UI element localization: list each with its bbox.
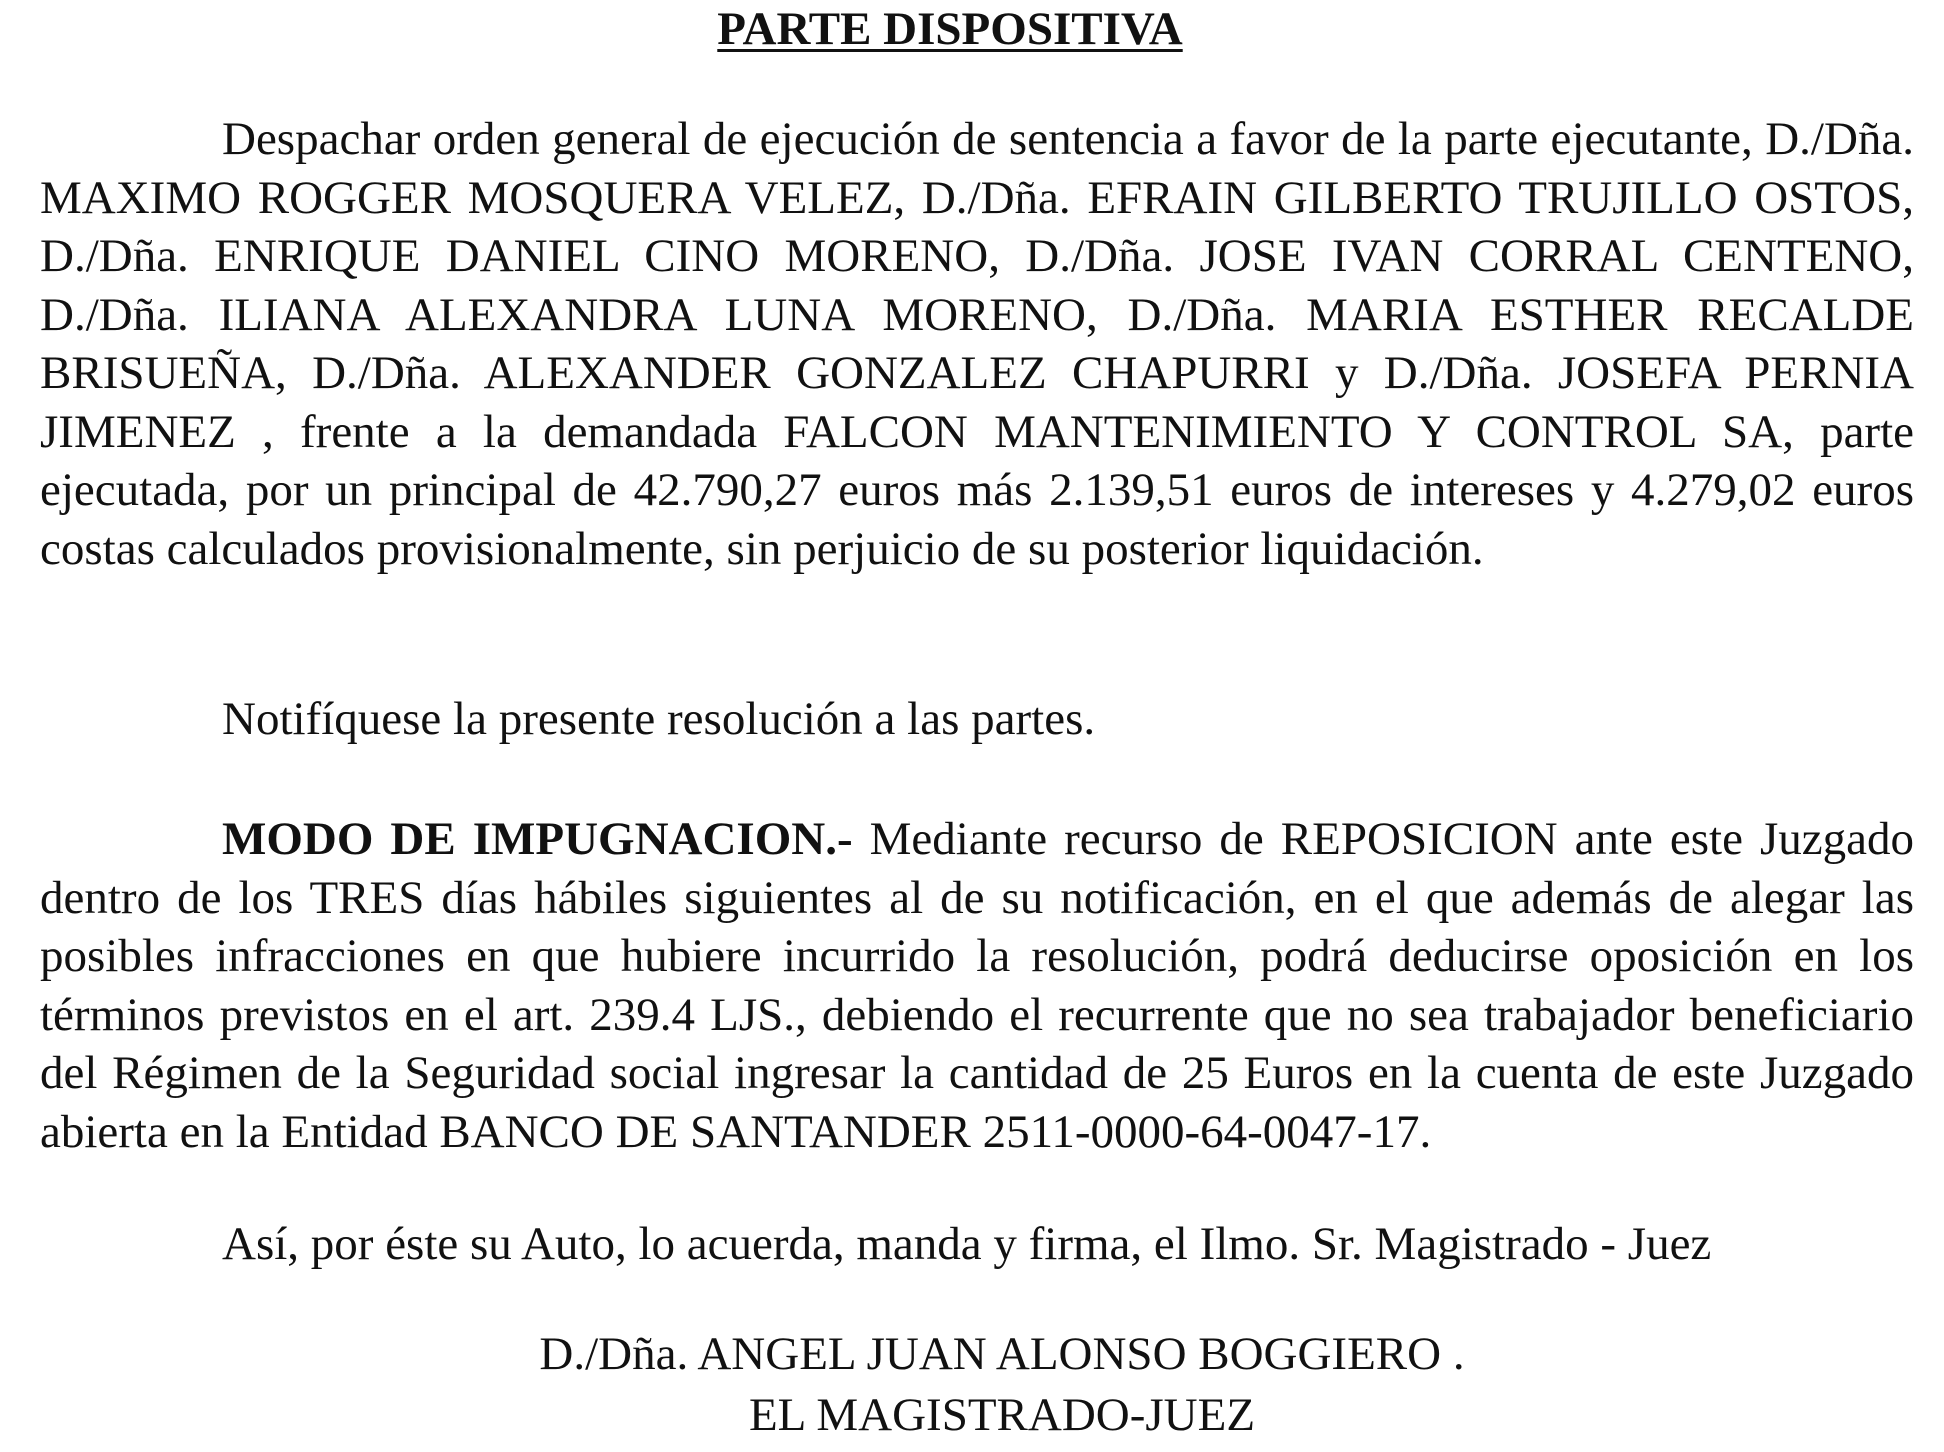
appeal-method-paragraph: [40, 810, 1914, 1161]
appeal-method-text: Mediante recurso de REPOSICION ante este Juzgado dentro de los TRES días hábiles siguientes al de su notificación, en el que además de alegar las posibles infracciones en que hubiere incurrido la resolución, podrá deducirse oposición en los términos previstos en el art. 239.4 LJS., debiendo el recurrente que no sea trabajador beneficiario del Régimen de la Seguridad social ingresar la cantidad de 25 Euros en la cuenta de este Juzgado abierta en la Entidad BANCO DE SANTANDER 2511-0000-64-0047-17.: [40, 813, 1914, 1158]
execution-order-paragraph: Despachar orden general de ejecución de sentencia a favor de la parte ejecutante, D./Dña. MAXIMO ROGGER MOSQUERA VELEZ, D./Dña. EFRAIN GILBERTO TRUJILLO OSTOS, D./Dña. ENRIQUE DANIEL CINO MORENO, D./Dña. JOSE IVAN CORRAL CENTENO, D./Dña. ILIANA ALEXANDRA LUNA MORENO, D./Dña. MARIA ESTHER RECALDE BRISUEÑA, D./Dña. ALEXANDER GONZALEZ CHAPURRI y D./Dña. JOSEFA PERNIA JIMENEZ , frente a la demandada FALCON MANTENIMIENTO Y CONTROL SA, parte ejecutada, por un principal de 42.790,27 euros más 2.139,51 euros de intereses y 4.279,02 euros costas calculados provisionalmente, sin perjuicio de su posterior liquidación.: [40, 113, 1914, 575]
signature-title: EL MAGISTRADO-JUEZ: [748, 1389, 1256, 1441]
signature-name: D./Dña. ANGEL JUAN ALONSO BOGGIERO .: [539, 1328, 1465, 1380]
appeal-method-heading: MODO DE IMPUGNACION.-: [222, 813, 853, 865]
notification-paragraph: Notifíquese la presente resolución a las partes.: [222, 693, 1096, 745]
closing-paragraph: Así, por éste su Auto, lo acuerda, manda y firma, el Ilmo. Sr. Magistrado - Juez: [222, 1218, 1712, 1270]
document-title-text: PARTE DISPOSITIVA: [717, 3, 1183, 55]
document-title: [0, 0, 1922, 58]
